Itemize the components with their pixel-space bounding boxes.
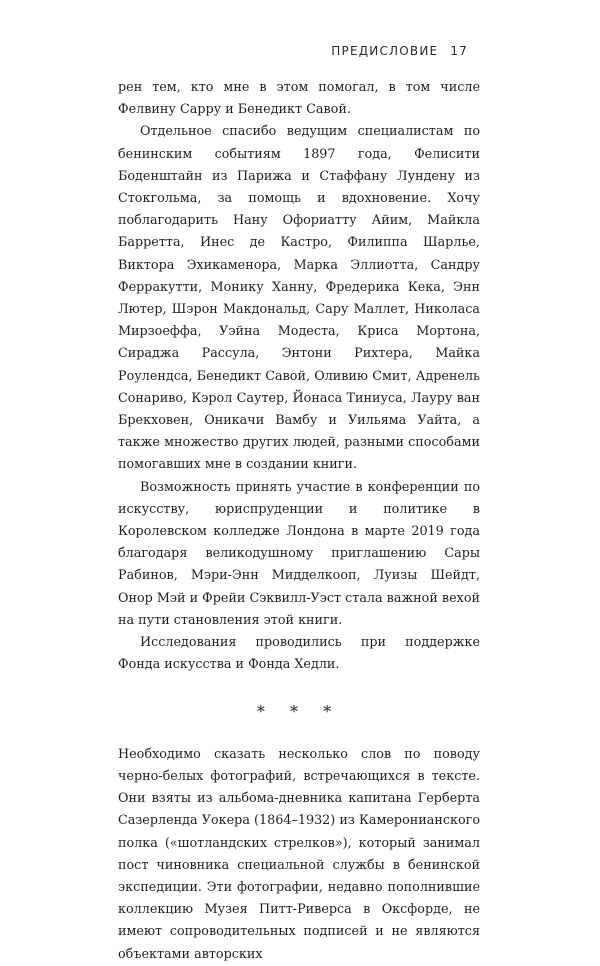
paragraph-funding: Исследования проводились при поддержке Фонда искусства и Фонда Хедли. (118, 635, 480, 673)
paragraph-photographs: Необходимо сказать несколько слов по поводу черно-белых фотографий, встречающихся в тексте. Они взяты из альбома-дневника капитана Герберта Сазерленда Уокера (1864–1932) из Камеронианского полка («шотландских стрелков»), который занимал пост чиновника специальной службы в бенинской экспедиции. Эти фотографии, недавно пополнившие коллекцию Музея Питт-Риверса в Оксфорде, не имеют сопроводительных подписей и не являются объектами авторских (118, 746, 480, 962)
running-header (331, 44, 468, 58)
body-text (118, 77, 480, 966)
paragraph-conference: Возможность принять участие в конференции по искусству, юриспруденции и политике в Королевском колледже Лондона в марте 2019 года благодаря великодушному приглашению Сары Рабинов, Мэри-Энн Мидделкооп, Луизы Шейдт, Онор Мэй и Фрейи Сэквилл-Уэст стала важной вехой на пути становления этой книги. (118, 479, 480, 628)
section-separator: * * * (256, 702, 342, 722)
section-title: ПРЕДИСЛОВИЕ (331, 44, 439, 58)
paragraph-continuation: рен тем, кто мне в этом помогал, в том числе Фелвину Сарру и Бенедикт Савой. (118, 80, 480, 118)
page-number: 17 (450, 44, 468, 58)
paragraph-acknowledgements: Отдельное спасибо ведущим специалистам по бенинским событиям 1897 года, Фелисити Боденштайн из Парижа и Стаффану Лундену из Стокгольма, за помощь и вдохновение. Хочу поблагодарить Нану Офориатту Айим, Майкла Барретта, Инес де Кастро, Филиппа Шарлье, Виктора Эхикаменора, Марка Эллиотта, Сандру Ферракутти, Монику Ханну, Фредерика Кека, Энн Лютер, Шэрон Макдональд, Сару Маллет, Николаса Мирзоеффа, Уэйна Модеста, Криса Мортона, Сираджа Рассула, Энтони Рихтера, Майка Роулендса, Бенедикт Савой, Оливию Смит, Адренель Сонариво, Кэрол Саутер, Йонаса Тиниуса, Лауру ван Брекховен, Оникачи Вамбу и Уильяма Уайта, а также множество других людей, разными способами помогавших мне в создании книги. (118, 124, 480, 473)
